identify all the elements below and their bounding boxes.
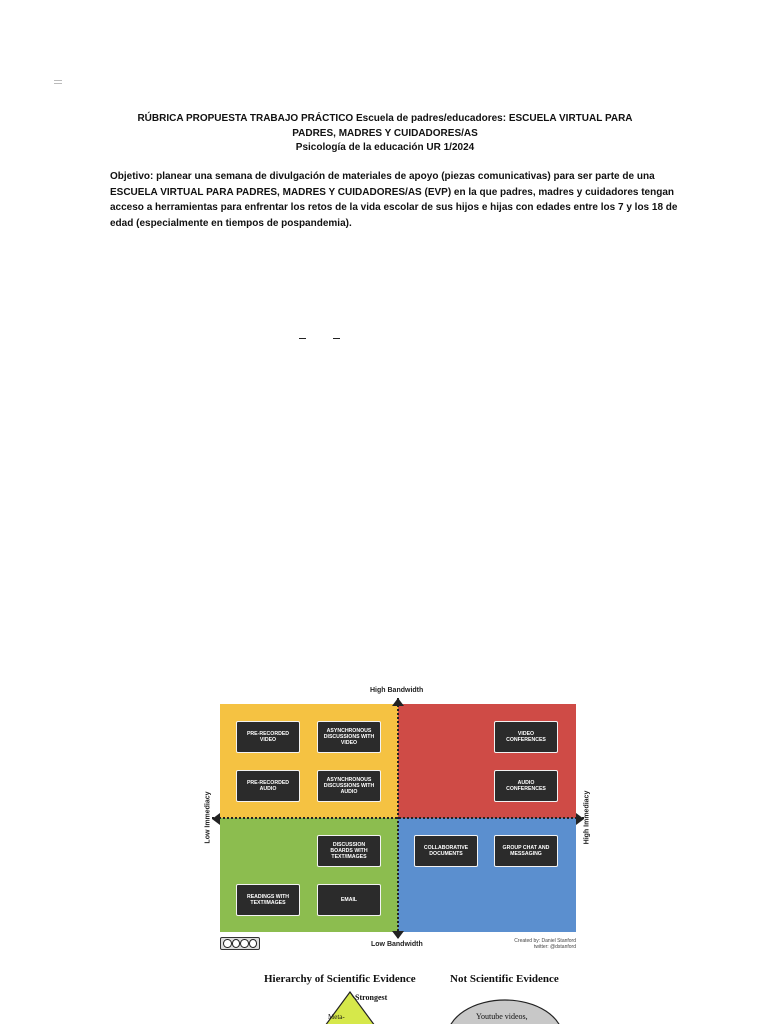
- high-bandwidth-label: High Bandwidth: [370, 687, 424, 694]
- box-async-audio: ASYNCHRONOUS DISCUSSIONS WITH AUDIO: [317, 770, 381, 802]
- title-line-2: PADRES, MADRES Y CUIDADORES/AS: [292, 127, 478, 139]
- high-immediacy-label: High Immediacy: [583, 790, 591, 845]
- dash-mark: [299, 338, 306, 339]
- credit-line-1: Created by: Daniel Stanford: [514, 938, 576, 944]
- title-line-3: Psicología de la educación UR 1/2024: [295, 142, 475, 153]
- hierarchy-title: Hierarchy of Scientific Evidence: [264, 973, 416, 985]
- title-line-1: RÚBRICA PROPUESTA TRABAJO PRÁCTICO Escuela de padres/educadores: ESCUELA VIRTUAL PARA: [137, 113, 633, 124]
- credit-line-2: twitter: @dstanford: [533, 944, 576, 950]
- low-immediacy-label: Low Immediacy: [204, 791, 212, 844]
- low-bandwidth-label: Low Bandwidth: [371, 941, 423, 948]
- meta-label: Meta-: [328, 1013, 345, 1021]
- box-prerecorded-video: PRE-RECORDED VIDEO: [236, 721, 300, 753]
- document-title: [110, 112, 660, 156]
- objective-paragraph: Objetivo: planear una semana de divulgación de materiales de apoyo (piezas comunicativas) para ser parte de una ESCUELA VIRTUAL PARA PADRES, MADRES Y CUIDADORES/AS (EVP) en la que padres, madres y cuidadores tengan acceso a herramientas para enfrentar los retos de la vida escolar de sus hijos e hijas con edades entre los 7 y los 18 de edad (especialmente en tiempos de pospandemia).: [110, 171, 678, 229]
- box-email: EMAIL: [317, 884, 381, 916]
- dash-mark: [333, 338, 340, 339]
- box-async-video: ASYNCHRONOUS DISCUSSIONS WITH VIDEO: [317, 721, 381, 753]
- page-mark: [54, 80, 62, 84]
- box-collaborative-documents: COLLABORATIVE DOCUMENTS: [414, 835, 478, 867]
- arrow-left-icon: [212, 813, 220, 825]
- box-audio-conferences: AUDIO CONFERENCES: [494, 770, 558, 802]
- youtube-label: Youtube videos,: [476, 1012, 528, 1021]
- sa-icon: [249, 939, 258, 948]
- figure-credit: [514, 938, 576, 950]
- arrow-up-icon: [392, 698, 404, 706]
- creative-commons-icon: [220, 937, 260, 950]
- box-discussion-boards: DISCUSSION BOARDS WITH TEXT/IMAGES: [317, 835, 381, 867]
- bandwidth-immediacy-figure: [198, 684, 602, 958]
- not-scientific-title: Not Scientific Evidence: [450, 973, 559, 985]
- nc-icon: [240, 939, 249, 948]
- strongest-label: Strongest: [355, 993, 388, 1002]
- cc-icon: [223, 939, 232, 948]
- box-prerecorded-audio: PRE-RECORDED AUDIO: [236, 770, 300, 802]
- box-group-chat: GROUP CHAT AND MESSAGING: [494, 835, 558, 867]
- box-readings: READINGS WITH TEXT/IMAGES: [236, 884, 300, 916]
- vertical-axis: [397, 698, 399, 938]
- arrow-down-icon: [392, 931, 404, 939]
- by-icon: [232, 939, 241, 948]
- box-video-conferences: VIDEO CONFERENCES: [494, 721, 558, 753]
